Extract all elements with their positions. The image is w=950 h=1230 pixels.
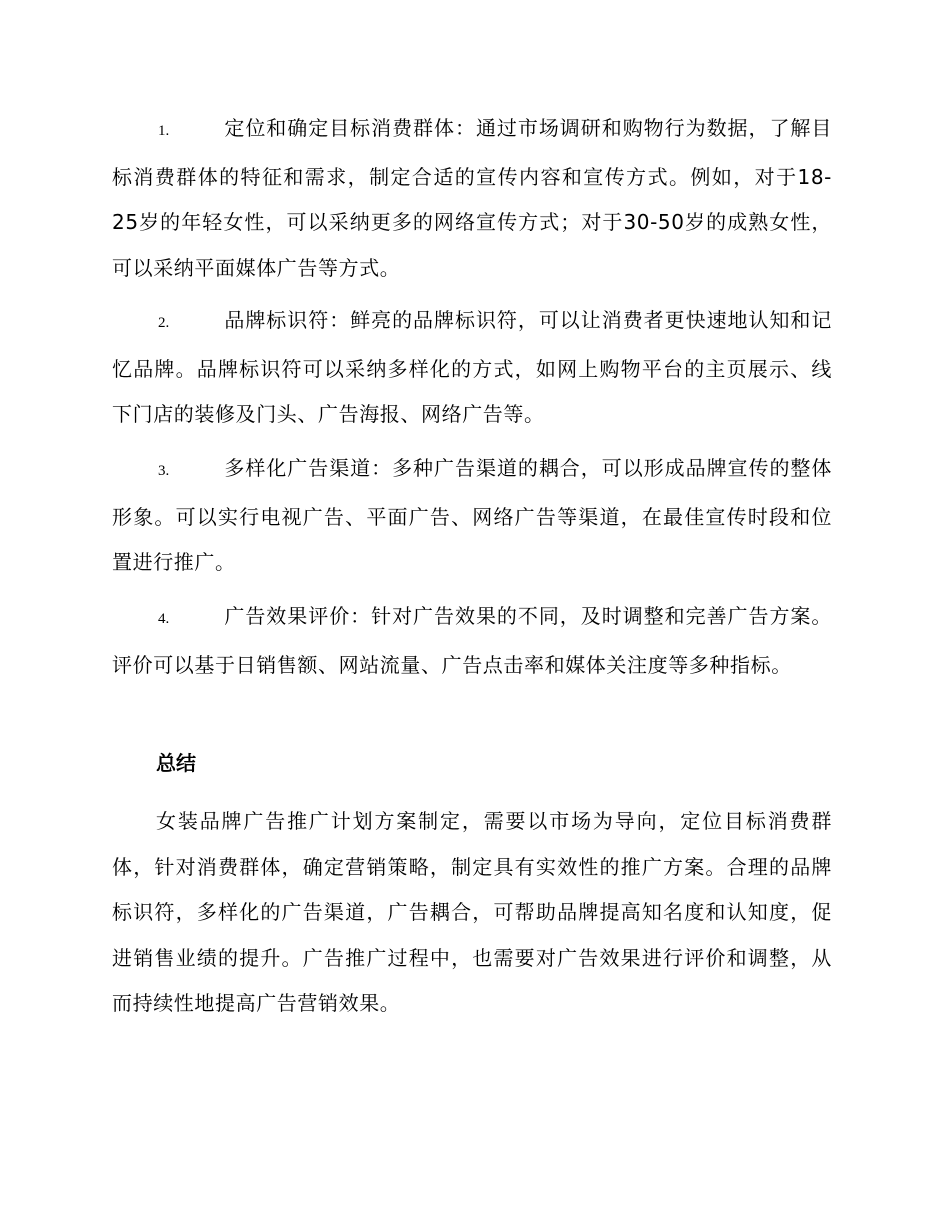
list-item-number: 3.: [158, 463, 170, 479]
list-item-number: 4.: [158, 611, 170, 627]
list-item-number: 1.: [158, 123, 170, 139]
list-item-number: 2.: [158, 315, 170, 331]
list-item-text: 多样化广告渠道：多种广告渠道的耦合，可以形成品牌宣传的整体形象。可以实行电视广告、平面广告、网络广告等渠道，在最佳宣传时段和位置进行推广。: [112, 456, 832, 574]
list-item-text: 定位和确定目标消费群体：通过市场调研和购物行为数据，了解目标消费群体的特征和需求，制定合适的宣传内容和宣传方式。例如，对于18-25岁的年轻女性，可以采纳更多的网络宣传方式；对于30-50岁的成熟女性，可以采纳平面媒体广告等方式。: [112, 116, 832, 280]
list-item-text: 品牌标识符：鲜亮的品牌标识符，可以让消费者更快速地认知和记忆品牌。品牌标识符可以采纳多样化的方式，如网上购物平台的主页展示、线下门店的装修及门头、广告海报、网络广告等。: [112, 308, 832, 426]
list-item-text: 广告效果评价：针对广告效果的不同，及时调整和完善广告方案。评价可以基于日销售额、网站流量、广告点击率和媒体关注度等多种指标。: [112, 604, 832, 677]
list-item-3: [112, 446, 832, 586]
summary-heading: 总结: [156, 751, 196, 775]
summary-paragraph: 女装品牌广告推广计划方案制定，需要以市场为导向，定位目标消费群体，针对消费群体，确定营销策略，制定具有实效性的推广方案。合理的品牌标识符，多样化的广告渠道，广告耦合，可帮助品牌提高知名度和认知度，促进销售业绩的提升。广告推广过程中，也需要对广告效果进行评价和调整，从而持续性地提高广告营销效果。: [112, 809, 832, 1015]
list-item-2: [112, 298, 832, 438]
list-item-1: [112, 106, 832, 291]
list-item-4: [112, 594, 832, 688]
